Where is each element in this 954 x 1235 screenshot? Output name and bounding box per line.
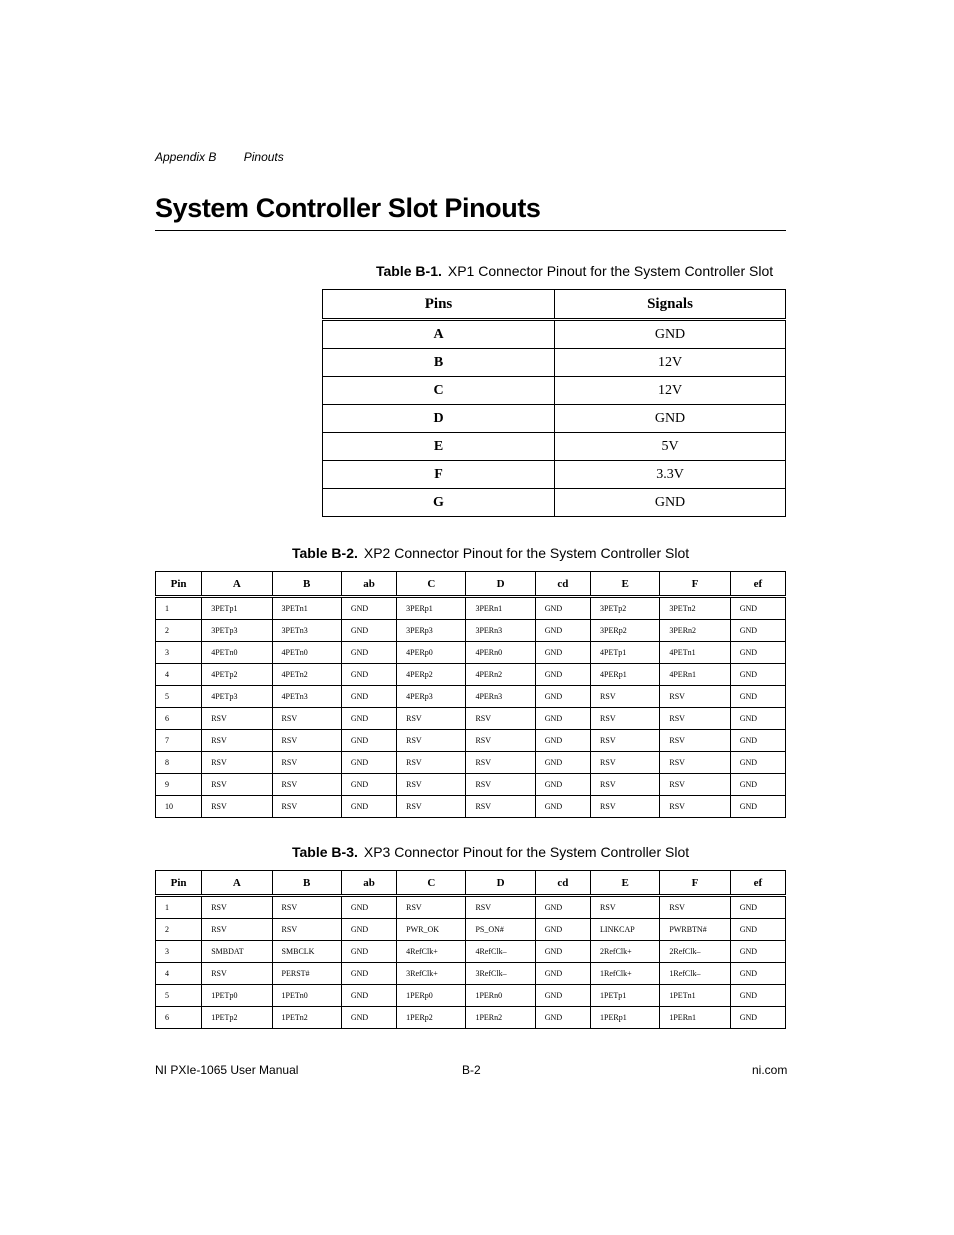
table2-cell: RSV <box>397 708 466 730</box>
table2-cell: RSV <box>466 774 535 796</box>
table1-row <box>323 320 786 349</box>
table2-cell: RSV <box>660 752 730 774</box>
table2-cell: RSV <box>591 686 660 708</box>
table3-row <box>156 919 786 941</box>
table1-pin-cell: D <box>323 405 555 433</box>
table2-xp2-pinout <box>155 571 786 818</box>
table2-cell: 4PETp2 <box>202 664 272 686</box>
table2-row <box>156 774 786 796</box>
table3-header-cell: B <box>272 871 341 896</box>
table2-cell: 3PETn3 <box>272 620 341 642</box>
table2-cell: RSV <box>660 730 730 752</box>
table3-header-cell: E <box>591 871 660 896</box>
table2-cell: GND <box>535 752 590 774</box>
table1-row <box>323 377 786 405</box>
table2-row <box>156 686 786 708</box>
table3-cell: 4 <box>156 963 202 985</box>
table3-cell: 1PERn2 <box>466 1007 535 1029</box>
table2-cell: 4PERn2 <box>466 664 535 686</box>
table3-cell: 2 <box>156 919 202 941</box>
table2-cell: 3PERp3 <box>397 620 466 642</box>
table3-cell: 4RefClk+ <box>397 941 466 963</box>
table2-cell: GND <box>535 597 590 620</box>
table2-cell: 1 <box>156 597 202 620</box>
table3-cell: PWR_OK <box>397 919 466 941</box>
table3-cell: 1PETn0 <box>272 985 341 1007</box>
table3-cell: 2RefClk+ <box>591 941 660 963</box>
table1-signal-cell: 3.3V <box>555 461 786 489</box>
table3-label: Table B-3. <box>292 844 358 860</box>
table3-cell: 1PETp1 <box>591 985 660 1007</box>
table2-cell: RSV <box>591 796 660 818</box>
table1-title: XP1 Connector Pinout for the System Controller Slot <box>447 263 774 279</box>
table1-pin-cell: G <box>323 489 555 517</box>
table2-cell: 4PETp1 <box>591 642 660 664</box>
table3-cell: 2RefClk– <box>660 941 730 963</box>
table1-signal-cell: GND <box>555 320 786 349</box>
table3-cell: RSV <box>591 896 660 919</box>
table2-cell: 4PERp2 <box>397 664 466 686</box>
table2-cell: GND <box>730 620 785 642</box>
table3-cell: 1PERn1 <box>660 1007 730 1029</box>
table2-cell: 4PETn0 <box>272 642 341 664</box>
table3-header-cell: A <box>202 871 272 896</box>
table2-cell: RSV <box>397 774 466 796</box>
table3-cell: GND <box>730 896 785 919</box>
table3-cell: GND <box>535 896 590 919</box>
table2-cell: 4 <box>156 664 202 686</box>
table3-cell: PS_ON# <box>466 919 535 941</box>
table3-cell: RSV <box>466 896 535 919</box>
table2-cell: RSV <box>397 730 466 752</box>
table2-cell: GND <box>535 796 590 818</box>
table2-cell: GND <box>341 796 396 818</box>
table2-cell: 4PETp3 <box>202 686 272 708</box>
table3-cell: 1PETn2 <box>272 1007 341 1029</box>
table2-cell: 4PERp0 <box>397 642 466 664</box>
table3-cell: GND <box>730 963 785 985</box>
table1-pin-cell: B <box>323 349 555 377</box>
table1-signal-cell: GND <box>555 405 786 433</box>
table2-cell: 4PETn2 <box>272 664 341 686</box>
table2-cell: RSV <box>397 752 466 774</box>
table3-row <box>156 963 786 985</box>
table3-cell: 1PERp0 <box>397 985 466 1007</box>
table3-cell: GND <box>341 963 396 985</box>
table1-pin-cell: F <box>323 461 555 489</box>
table1-header-row <box>323 290 786 320</box>
table2-cell: GND <box>535 708 590 730</box>
table2-header-cell: Pin <box>156 572 202 597</box>
table3-cell: PERST# <box>272 963 341 985</box>
table2-header-cell: B <box>272 572 341 597</box>
table3-cell: RSV <box>397 896 466 919</box>
table2-row <box>156 730 786 752</box>
table2-row <box>156 664 786 686</box>
table3-cell: 1RefClk+ <box>591 963 660 985</box>
table1-row <box>323 433 786 461</box>
table2-cell: 3PETp2 <box>591 597 660 620</box>
table3-cell: GND <box>341 941 396 963</box>
table3-cell: PWRBTN# <box>660 919 730 941</box>
table2-cell: RSV <box>202 796 272 818</box>
table2-cell: GND <box>341 708 396 730</box>
table2-cell: 3PETp1 <box>202 597 272 620</box>
table2-cell: GND <box>535 774 590 796</box>
table1-pin-cell: C <box>323 377 555 405</box>
table3-cell: 1PERp1 <box>591 1007 660 1029</box>
table2-cell: RSV <box>272 796 341 818</box>
table2-cell: 4PERn3 <box>466 686 535 708</box>
table3-cell: GND <box>341 919 396 941</box>
table3-cell: 4RefClk– <box>466 941 535 963</box>
table3-cell: GND <box>341 985 396 1007</box>
table2-cell: RSV <box>660 708 730 730</box>
table3-cell: 5 <box>156 985 202 1007</box>
table3-row <box>156 896 786 919</box>
table3-row <box>156 941 786 963</box>
table2-cell: RSV <box>272 774 341 796</box>
table2-cell: 3 <box>156 642 202 664</box>
table2-cell: GND <box>341 686 396 708</box>
table2-cell: GND <box>730 752 785 774</box>
table2-cell: GND <box>341 774 396 796</box>
table3-row <box>156 1007 786 1029</box>
table2-header-cell: E <box>591 572 660 597</box>
table2-cell: 3PETp3 <box>202 620 272 642</box>
table3-header-cell: Pin <box>156 871 202 896</box>
table2-header-row <box>156 572 786 597</box>
table2-cell: RSV <box>591 730 660 752</box>
table2-cell: RSV <box>272 730 341 752</box>
table2-header-cell: F <box>660 572 730 597</box>
table2-header-cell: C <box>397 572 466 597</box>
table3-cell: 1 <box>156 896 202 919</box>
table2-cell: 4PERn0 <box>466 642 535 664</box>
table3-cell: RSV <box>272 919 341 941</box>
table1-pin-cell: A <box>323 320 555 349</box>
table2-cell: 3PERn2 <box>660 620 730 642</box>
table2-header-cell: A <box>202 572 272 597</box>
table2-cell: RSV <box>202 730 272 752</box>
table2-cell: 3PETn1 <box>272 597 341 620</box>
table3-cell: RSV <box>202 896 272 919</box>
table2-title: XP2 Connector Pinout for the System Controller Slot <box>363 545 690 561</box>
table2-cell: GND <box>730 708 785 730</box>
table3-cell: 6 <box>156 1007 202 1029</box>
table2-cell: 4PERn1 <box>660 664 730 686</box>
table2-cell: 4PETn0 <box>202 642 272 664</box>
table1-label: Table B-1. <box>376 263 442 279</box>
table1-signal-cell: 5V <box>555 433 786 461</box>
table3-cell: 1PERn0 <box>466 985 535 1007</box>
table3-cell: GND <box>341 1007 396 1029</box>
table3-cell: GND <box>730 919 785 941</box>
table2-cell: 4PETn3 <box>272 686 341 708</box>
table2-header-cell: ab <box>341 572 396 597</box>
table3-cell: 1PETp0 <box>202 985 272 1007</box>
table2-cell: 7 <box>156 730 202 752</box>
table1-row <box>323 489 786 517</box>
table2-cell: 6 <box>156 708 202 730</box>
table2-cell: 3PERp1 <box>397 597 466 620</box>
table1-xp1-pinout <box>322 289 786 517</box>
table2-cell: RSV <box>397 796 466 818</box>
table2-cell: 3PERn1 <box>466 597 535 620</box>
table1-row <box>323 349 786 377</box>
table2-cell: GND <box>535 730 590 752</box>
running-header <box>155 150 284 164</box>
table2-header-cell: cd <box>535 572 590 597</box>
table2-cell: RSV <box>202 774 272 796</box>
table3-cell: 1RefClk– <box>660 963 730 985</box>
table2-cell: GND <box>730 664 785 686</box>
table1-header-pins: Pins <box>323 290 555 320</box>
table1-pin-cell: E <box>323 433 555 461</box>
table2-cell: RSV <box>591 752 660 774</box>
table3-cell: GND <box>341 896 396 919</box>
table2-cell: 3PETn2 <box>660 597 730 620</box>
table3-cell: SMBDAT <box>202 941 272 963</box>
table3-cell: 3RefClk– <box>466 963 535 985</box>
table3-cell: 3RefClk+ <box>397 963 466 985</box>
table1-row <box>323 461 786 489</box>
table2-cell: GND <box>341 597 396 620</box>
table1-signal-cell: GND <box>555 489 786 517</box>
table2-row <box>156 708 786 730</box>
table3-cell: 1PERp2 <box>397 1007 466 1029</box>
footer-page-number: B-2 <box>462 1063 481 1077</box>
table2-cell: 9 <box>156 774 202 796</box>
table3-cell: GND <box>535 1007 590 1029</box>
table2-header-cell: ef <box>730 572 785 597</box>
table3-cell: GND <box>730 1007 785 1029</box>
table1-signal-cell: 12V <box>555 349 786 377</box>
table2-cell: 8 <box>156 752 202 774</box>
table2-cell: GND <box>341 664 396 686</box>
table3-header-cell: ef <box>730 871 785 896</box>
page-title: System Controller Slot Pinouts <box>155 193 786 231</box>
table3-cell: 1PETp2 <box>202 1007 272 1029</box>
table3-cell: GND <box>535 919 590 941</box>
table2-cell: GND <box>535 620 590 642</box>
table2-cell: GND <box>341 730 396 752</box>
table3-header-cell: cd <box>535 871 590 896</box>
table3-cell: LINKCAP <box>591 919 660 941</box>
table2-cell: 3PERn3 <box>466 620 535 642</box>
table3-cell: GND <box>535 941 590 963</box>
table2-cell: GND <box>730 642 785 664</box>
table3-header-cell: ab <box>341 871 396 896</box>
table3-row <box>156 985 786 1007</box>
table3-header-cell: F <box>660 871 730 896</box>
table3-cell: RSV <box>660 896 730 919</box>
table3-header-cell: C <box>397 871 466 896</box>
table2-cell: 10 <box>156 796 202 818</box>
table2-cell: RSV <box>466 752 535 774</box>
table2-cell: GND <box>535 642 590 664</box>
table3-cell: RSV <box>202 919 272 941</box>
table2-cell: 5 <box>156 686 202 708</box>
table3-cell: SMBCLK <box>272 941 341 963</box>
table2-cell: 4PERp3 <box>397 686 466 708</box>
table2-cell: RSV <box>466 708 535 730</box>
table2-row <box>156 620 786 642</box>
table2-row <box>156 796 786 818</box>
table2-row <box>156 597 786 620</box>
table1-caption <box>376 263 773 279</box>
table3-header-row <box>156 871 786 896</box>
table2-cell: RSV <box>660 774 730 796</box>
table3-caption <box>292 844 689 860</box>
table2-cell: RSV <box>660 796 730 818</box>
table2-cell: RSV <box>660 686 730 708</box>
table3-cell: RSV <box>202 963 272 985</box>
table2-cell: GND <box>730 730 785 752</box>
table3-cell: GND <box>535 985 590 1007</box>
table2-cell: 4PETn1 <box>660 642 730 664</box>
table2-cell: 4PERp1 <box>591 664 660 686</box>
table2-cell: GND <box>341 752 396 774</box>
table2-cell: RSV <box>202 708 272 730</box>
table3-header-cell: D <box>466 871 535 896</box>
table2-cell: GND <box>730 686 785 708</box>
table2-cell: GND <box>730 774 785 796</box>
table3-cell: 3 <box>156 941 202 963</box>
table2-cell: RSV <box>466 796 535 818</box>
table2-cell: GND <box>535 686 590 708</box>
table2-header-cell: D <box>466 572 535 597</box>
table2-cell: GND <box>341 620 396 642</box>
table2-cell: RSV <box>591 774 660 796</box>
table2-cell: RSV <box>202 752 272 774</box>
table3-cell: 1PETn1 <box>660 985 730 1007</box>
table3-cell: GND <box>730 985 785 1007</box>
table2-cell: RSV <box>466 730 535 752</box>
table2-cell: 3PERp2 <box>591 620 660 642</box>
table2-label: Table B-2. <box>292 545 358 561</box>
table2-cell: GND <box>730 796 785 818</box>
table2-cell: GND <box>730 597 785 620</box>
table3-cell: RSV <box>272 896 341 919</box>
table3-title: XP3 Connector Pinout for the System Controller Slot <box>363 844 690 860</box>
header-section: Pinouts <box>243 150 284 164</box>
footer-manual-title: NI PXIe-1065 User Manual <box>155 1063 299 1077</box>
table2-cell: GND <box>341 642 396 664</box>
table3-xp3-pinout <box>155 870 786 1029</box>
footer-website: ni.com <box>752 1063 788 1077</box>
table1-header-signals: Signals <box>555 290 786 320</box>
table2-row <box>156 752 786 774</box>
table2-caption <box>292 545 689 561</box>
table2-cell: GND <box>535 664 590 686</box>
table2-cell: RSV <box>591 708 660 730</box>
table2-cell: RSV <box>272 708 341 730</box>
table1-row <box>323 405 786 433</box>
table3-cell: GND <box>535 963 590 985</box>
table1-signal-cell: 12V <box>555 377 786 405</box>
table2-row <box>156 642 786 664</box>
table3-cell: GND <box>730 941 785 963</box>
table2-cell: RSV <box>272 752 341 774</box>
header-appendix: Appendix B <box>155 150 217 164</box>
table2-cell: 2 <box>156 620 202 642</box>
